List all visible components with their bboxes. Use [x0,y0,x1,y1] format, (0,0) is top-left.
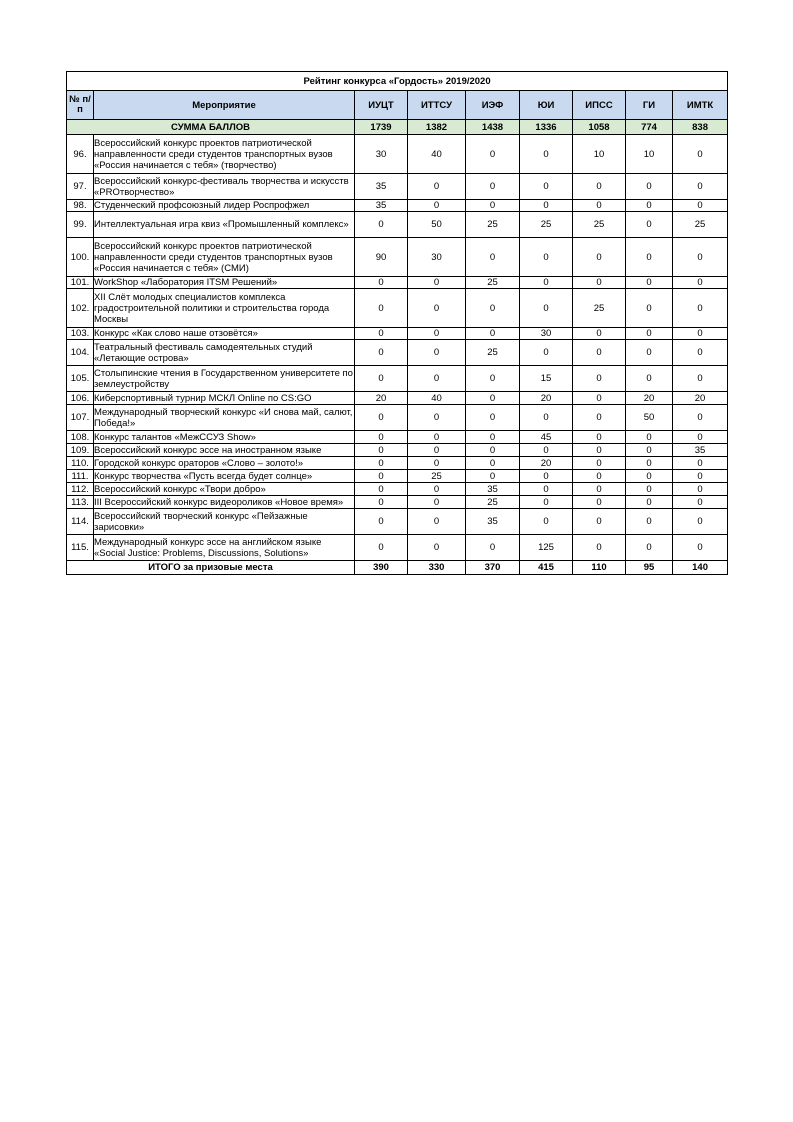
sum-value: 1058 [573,120,626,135]
score-cell: 20 [673,392,728,405]
score-cell: 0 [626,289,673,328]
score-cell: 0 [520,470,573,483]
score-cell: 0 [355,212,408,238]
score-cell: 0 [520,483,573,496]
score-cell: 0 [408,405,466,431]
score-cell: 0 [626,238,673,277]
event-name: Всероссийский конкурс проектов патриотической направленности среди студентов транспортных вузов «Россия начинается с тебя» (СМИ) [94,238,355,277]
score-cell: 0 [408,444,466,457]
score-cell: 0 [355,328,408,340]
event-name: Интеллектуальная игра квиз «Промышленный комплекс» [94,212,355,238]
event-name: XII Слёт молодых специалистов комплекса градостроительной политики и строительства города Москвы [94,289,355,328]
header-col-ittsu: ИТТСУ [408,91,466,120]
sum-value: 1336 [520,120,573,135]
score-cell: 0 [673,405,728,431]
score-cell: 0 [573,277,626,289]
score-cell: 0 [408,200,466,212]
score-cell: 25 [466,277,520,289]
sum-value: 838 [673,120,728,135]
score-cell: 20 [520,457,573,470]
table-row [67,496,728,509]
score-cell: 0 [520,135,573,174]
score-cell: 0 [355,496,408,509]
score-cell: 90 [355,238,408,277]
table-row [67,483,728,496]
header-col-yui: ЮИ [520,91,573,120]
table-row [67,509,728,535]
score-cell: 0 [520,174,573,200]
score-cell: 0 [466,328,520,340]
score-cell: 0 [673,289,728,328]
table-row [67,200,728,212]
event-name: Театральный фестиваль самодеятельных студий «Летающие острова» [94,340,355,366]
score-cell: 0 [520,238,573,277]
event-name: Киберспортивный турнир МСКЛ Online по CS:GO [94,392,355,405]
score-cell: 0 [466,238,520,277]
row-number: 114. [67,509,94,535]
event-name: Всероссийский конкурс эссе на иностранном языке [94,444,355,457]
score-cell: 0 [355,277,408,289]
score-cell: 30 [355,135,408,174]
score-cell: 45 [520,431,573,444]
score-cell: 0 [573,392,626,405]
event-name: Столыпинские чтения в Государственном университете по землеустройству [94,367,353,390]
total-value: 415 [520,561,573,575]
score-cell: 0 [520,444,573,457]
score-cell: 0 [573,444,626,457]
table-title: Рейтинг конкурса «Гордость» 2019/2020 [67,72,728,91]
score-cell: 0 [626,200,673,212]
score-cell: 20 [520,392,573,405]
score-cell: 0 [673,200,728,212]
score-cell: 0 [355,405,408,431]
row-number: 102. [67,289,94,328]
score-cell: 0 [355,535,408,561]
score-cell: 0 [408,366,466,392]
score-cell: 35 [673,444,728,457]
row-number: 103. [67,328,94,340]
table-row [67,340,728,366]
score-cell: 0 [626,174,673,200]
sum-value: 1438 [466,120,520,135]
row-number: 113. [67,496,94,509]
score-cell: 0 [626,366,673,392]
sum-row [67,120,728,135]
score-cell: 0 [408,535,466,561]
score-cell: 0 [466,289,520,328]
score-cell: 0 [626,431,673,444]
total-value: 140 [673,561,728,575]
score-cell: 40 [408,135,466,174]
header-event: Мероприятие [94,91,355,120]
score-cell: 0 [573,509,626,535]
score-cell: 0 [673,174,728,200]
score-cell: 0 [408,431,466,444]
score-cell: 0 [573,340,626,366]
score-cell: 0 [355,366,408,392]
score-cell: 25 [466,340,520,366]
event-name: Всероссийский конкурс-фестиваль творчества и искусств «PROтворчество» [94,174,355,200]
score-cell: 0 [573,535,626,561]
event-name: Всероссийский творческий конкурс «Пейзажные зарисовки» [94,509,355,535]
score-cell: 0 [673,135,728,174]
sum-value: 774 [626,120,673,135]
score-cell: 0 [466,535,520,561]
score-cell: 0 [355,470,408,483]
score-cell: 30 [520,328,573,340]
table-row [67,174,728,200]
score-cell: 25 [520,212,573,238]
score-cell: 0 [408,289,466,328]
event-name: Студенческий профсоюзный лидер Роспрофжел [94,200,355,212]
row-number: 109. [67,444,94,457]
score-cell: 0 [626,496,673,509]
sum-label: СУММА БАЛЛОВ [67,120,355,135]
score-cell: 35 [355,174,408,200]
row-number: 111. [67,470,94,483]
score-cell: 0 [573,238,626,277]
total-value: 330 [408,561,466,575]
table-row [67,289,728,328]
score-cell: 0 [520,405,573,431]
score-cell: 0 [626,212,673,238]
score-cell: 0 [355,289,408,328]
score-cell: 0 [673,277,728,289]
score-cell: 0 [673,431,728,444]
score-cell: 0 [673,457,728,470]
score-cell: 0 [626,340,673,366]
score-cell: 0 [466,470,520,483]
event-name: Международный конкурс эссе на английском языке «Social Justice: Problems, Discussions, Solutions» [94,535,355,561]
table-row [67,457,728,470]
score-cell: 0 [626,509,673,535]
score-cell: 10 [573,135,626,174]
row-number: 98. [67,200,94,212]
row-number: 110. [67,457,94,470]
header-num: № п/п [67,91,94,120]
header-col-gi: ГИ [626,91,673,120]
score-cell: 0 [573,431,626,444]
event-name: Конкурс талантов «МежССУЗ Show» [94,431,355,444]
score-cell: 0 [355,457,408,470]
score-cell: 0 [520,509,573,535]
score-cell: 25 [466,212,520,238]
score-cell: 0 [408,277,466,289]
score-cell: 25 [466,496,520,509]
score-cell: 0 [626,328,673,340]
score-cell: 0 [573,174,626,200]
table-row [67,366,728,392]
row-number: 100. [67,238,94,277]
table-row [67,328,728,340]
sum-value: 1739 [355,120,408,135]
score-cell: 10 [626,135,673,174]
total-row [67,561,728,575]
score-cell: 0 [626,277,673,289]
score-cell: 0 [408,509,466,535]
score-cell: 0 [673,328,728,340]
table-row [67,431,728,444]
score-cell: 0 [355,431,408,444]
row-number: 108. [67,431,94,444]
score-cell: 0 [355,340,408,366]
score-cell: 0 [355,444,408,457]
score-cell: 0 [626,444,673,457]
total-label: ИТОГО за призовые места [67,561,355,575]
header-row [67,91,728,120]
table-row [67,444,728,457]
total-value: 95 [626,561,673,575]
score-cell: 0 [466,392,520,405]
score-cell: 0 [355,509,408,535]
event-name: Всероссийский конкурс проектов патриотической направленности среди студентов транспортных вузов «Россия начинается с тебя» (творчество) [94,135,355,174]
score-cell: 0 [520,289,573,328]
score-cell: 125 [520,535,573,561]
score-cell: 0 [673,535,728,561]
table-row [67,238,728,277]
table-row [67,470,728,483]
row-number: 104. [67,340,94,366]
title-row [67,72,728,91]
table-row [67,277,728,289]
row-number: 106. [67,392,94,405]
event-name: Конкурс творчества «Пусть всегда будет солнце» [94,470,355,483]
score-cell: 0 [466,200,520,212]
header-col-imtk: ИМТК [673,91,728,120]
header-col-iuct: ИУЦТ [355,91,408,120]
total-value: 390 [355,561,408,575]
score-cell: 0 [626,535,673,561]
score-cell: 0 [520,496,573,509]
score-cell: 0 [466,135,520,174]
event-name: Городской конкурс ораторов «Слово – золото!» [94,457,355,470]
score-cell: 40 [408,392,466,405]
score-cell: 50 [626,405,673,431]
score-cell: 25 [573,289,626,328]
event-name: Конкурс «Как слово наше отзовётся» [94,328,355,340]
score-cell: 0 [626,470,673,483]
score-cell: 0 [573,200,626,212]
score-cell: 35 [355,200,408,212]
score-cell: 0 [573,366,626,392]
row-number: 115. [67,535,94,561]
score-cell: 35 [466,509,520,535]
event-name: Всероссийский конкурс «Твори добро» [94,483,355,496]
header-col-ipss: ИПСС [573,91,626,120]
score-cell: 25 [673,212,728,238]
row-number: 97. [67,174,94,200]
total-value: 370 [466,561,520,575]
score-cell: 0 [573,496,626,509]
event-name: III Всероссийский конкурс видеороликов «Новое время» [94,496,355,509]
score-cell: 0 [573,328,626,340]
score-cell: 0 [626,483,673,496]
rating-table [66,71,728,575]
score-cell: 0 [520,340,573,366]
table-row [67,535,728,561]
score-cell: 0 [673,470,728,483]
score-cell: 0 [408,174,466,200]
score-cell: 0 [673,238,728,277]
row-number: 96. [67,135,94,174]
score-cell: 0 [408,496,466,509]
score-cell: 0 [466,444,520,457]
score-cell: 0 [520,277,573,289]
score-cell: 25 [573,212,626,238]
score-cell: 0 [355,483,408,496]
table-row [67,392,728,405]
sum-value: 1382 [408,120,466,135]
score-cell: 0 [466,366,520,392]
score-cell: 0 [673,509,728,535]
score-cell: 0 [573,483,626,496]
row-number: 101. [67,277,94,289]
row-number: 107. [67,405,94,431]
score-cell: 0 [673,366,728,392]
score-cell: 15 [520,366,573,392]
header-col-ief: ИЭФ [466,91,520,120]
score-cell: 0 [408,340,466,366]
score-cell: 20 [355,392,408,405]
score-cell: 0 [408,457,466,470]
score-cell: 0 [673,496,728,509]
table-row [67,405,728,431]
score-cell: 35 [466,483,520,496]
score-cell: 0 [408,328,466,340]
table-row [67,135,728,174]
row-number: 99. [67,212,94,238]
score-cell: 50 [408,212,466,238]
event-name: Международный творческий конкурс «И снова май, салют, Победа!» [94,405,355,431]
table-row [67,212,728,238]
score-cell: 30 [408,238,466,277]
score-cell: 0 [520,200,573,212]
score-cell: 0 [673,340,728,366]
event-name: WorkShop «Лаборатория ITSM Решений» [94,277,355,289]
total-value: 110 [573,561,626,575]
score-cell: 0 [573,470,626,483]
score-cell: 0 [573,457,626,470]
score-cell: 0 [408,483,466,496]
score-cell: 0 [673,483,728,496]
score-cell: 20 [626,392,673,405]
score-cell: 0 [466,431,520,444]
score-cell: 0 [466,174,520,200]
row-number: 105. [67,366,94,392]
score-cell: 0 [466,405,520,431]
row-number: 112. [67,483,94,496]
score-cell: 0 [573,405,626,431]
score-cell: 0 [626,457,673,470]
score-cell: 0 [466,457,520,470]
score-cell: 25 [408,470,466,483]
